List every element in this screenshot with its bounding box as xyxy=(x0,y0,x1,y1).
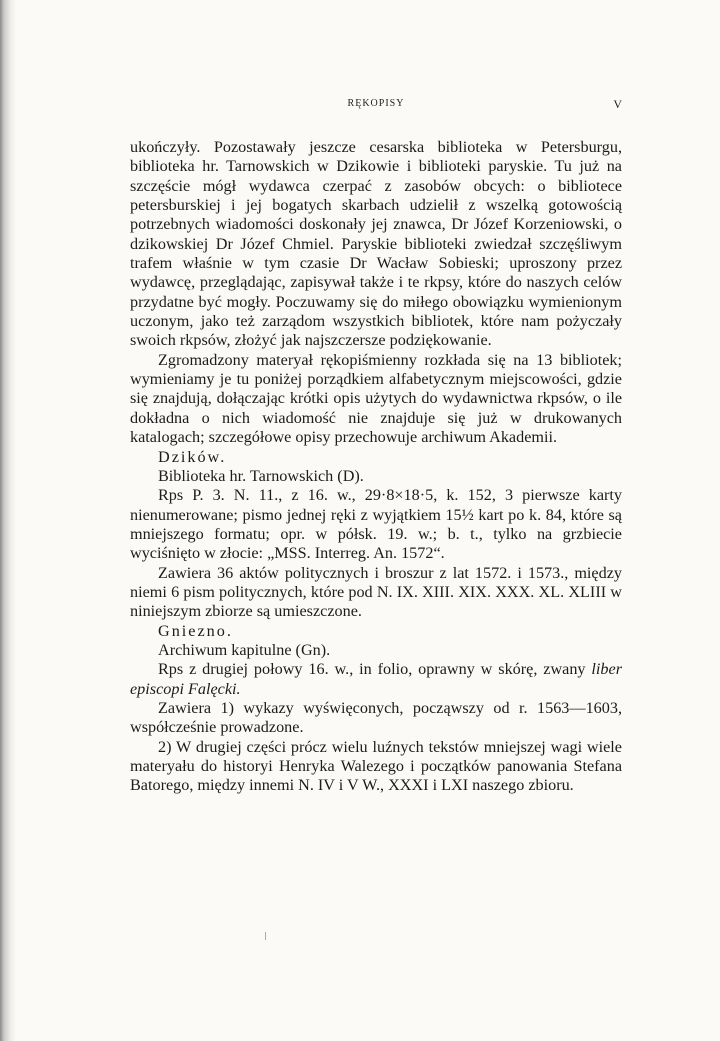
manuscript-title-italic: liber episcopi Falęcki. xyxy=(130,660,622,698)
running-title: RĘKOPISY xyxy=(347,98,405,109)
library-name-dzikow: Biblioteka hr. Tarnowskich (D). xyxy=(158,466,364,485)
place-heading-gniezno: Gniezno. xyxy=(158,621,233,640)
manuscript-description-text: Rps z drugiej połowy 16. w., in folio, oprawny w skórę, zwany xyxy=(158,660,592,679)
page-mark xyxy=(265,932,266,940)
manuscript-description-dzikow: Rps P. 3. N. 11., z 16. w., 29·8×18·5, k. 152, 3 pierwsze karty nienumerowane; pismo jednej ręki z wyjątkiem 15½ kart po k. 84, które są mniejszego formatu; opr. w półsk. 19. w.; b. t., tylko na grzbiecie wyciśnięto w złocie: „MSS. Interreg. An. 1572“. xyxy=(130,486,622,563)
place-heading-dzikow: Dzików. xyxy=(158,447,227,466)
page-number: V xyxy=(613,97,622,111)
manuscript-description-gniezno xyxy=(130,660,622,699)
page-header xyxy=(130,98,622,118)
paragraph-libraries-intro: ukończyły. Pozostawały jeszcze cesarska biblioteka w Petersburgu, biblioteka hr. Tarnowskich w Dzikowie i biblioteki paryskie. Tu już na szczęście mógł wydawca czerpać z zasobów obcych: o bibliotece petersburskiej i jej bogatych skarbach udzielił z wszelką gotowością potrzebnych wiadomości doskonały jej znawca, Dr Józef Korzeniowski, o dzikowskiej Dr Józef Chmiel. Paryskie biblioteki zwiedzał szczęśliwym trafem właśnie w tym czasie Dr Wacław Sobieski; uproszony przez wydawcę, przeglądając, zapisywał także i te rkpsy, które do naszych celów przydatne być mogły. Poczuwamy się do miłego obowiązku wymienionym uczonym, jako też zarządom wszystkich bibliotek, które nam pożyczały swoich rkpsów, złożyć jak najszczersze podziękowanie. xyxy=(130,138,622,350)
manuscript-contents-dzikow: Zawiera 36 aktów politycznych i broszur z lat 1572. i 1573., między niemi 6 pism politycznych, które pod N. IX. XIII. XIX. XXX. XL. XLIII w niniejszym zbiorze są umieszczone. xyxy=(130,563,622,621)
paragraph-material-overview: Zgromadzony materyał rękopiśmienny rozkłada się na 13 bibliotek; wymieniamy je tu poniżej porządkiem alfabetycznym miejscowości, gdzie się znajdują, dołączając krótki opis użytych do wydawnictwa rkpsów, o ile dokładna o nich wiadomość nie znajduje się już w drukowanych katalogach; szczegółowe opisy przechowuje archiwum Akademii. xyxy=(130,350,622,447)
library-name-gniezno: Archiwum kapitulne (Gn). xyxy=(158,640,331,659)
manuscript-contents-gniezno-1: Zawiera 1) wykazy wyświęconych, począwszy od r. 1563—1603, współcześnie prowadzone. xyxy=(130,698,622,737)
body-text xyxy=(130,138,622,796)
page-binding-edge xyxy=(0,0,16,1041)
manuscript-contents-gniezno-2: 2) W drugiej części prócz wielu luźnych tekstów mniejszej wagi wiele materyału do historyi Henryka Walezego i początków panowania Stefana Batorego, między innemi N. IV i V W., XXXI i LXI naszego zbioru. xyxy=(130,737,622,795)
